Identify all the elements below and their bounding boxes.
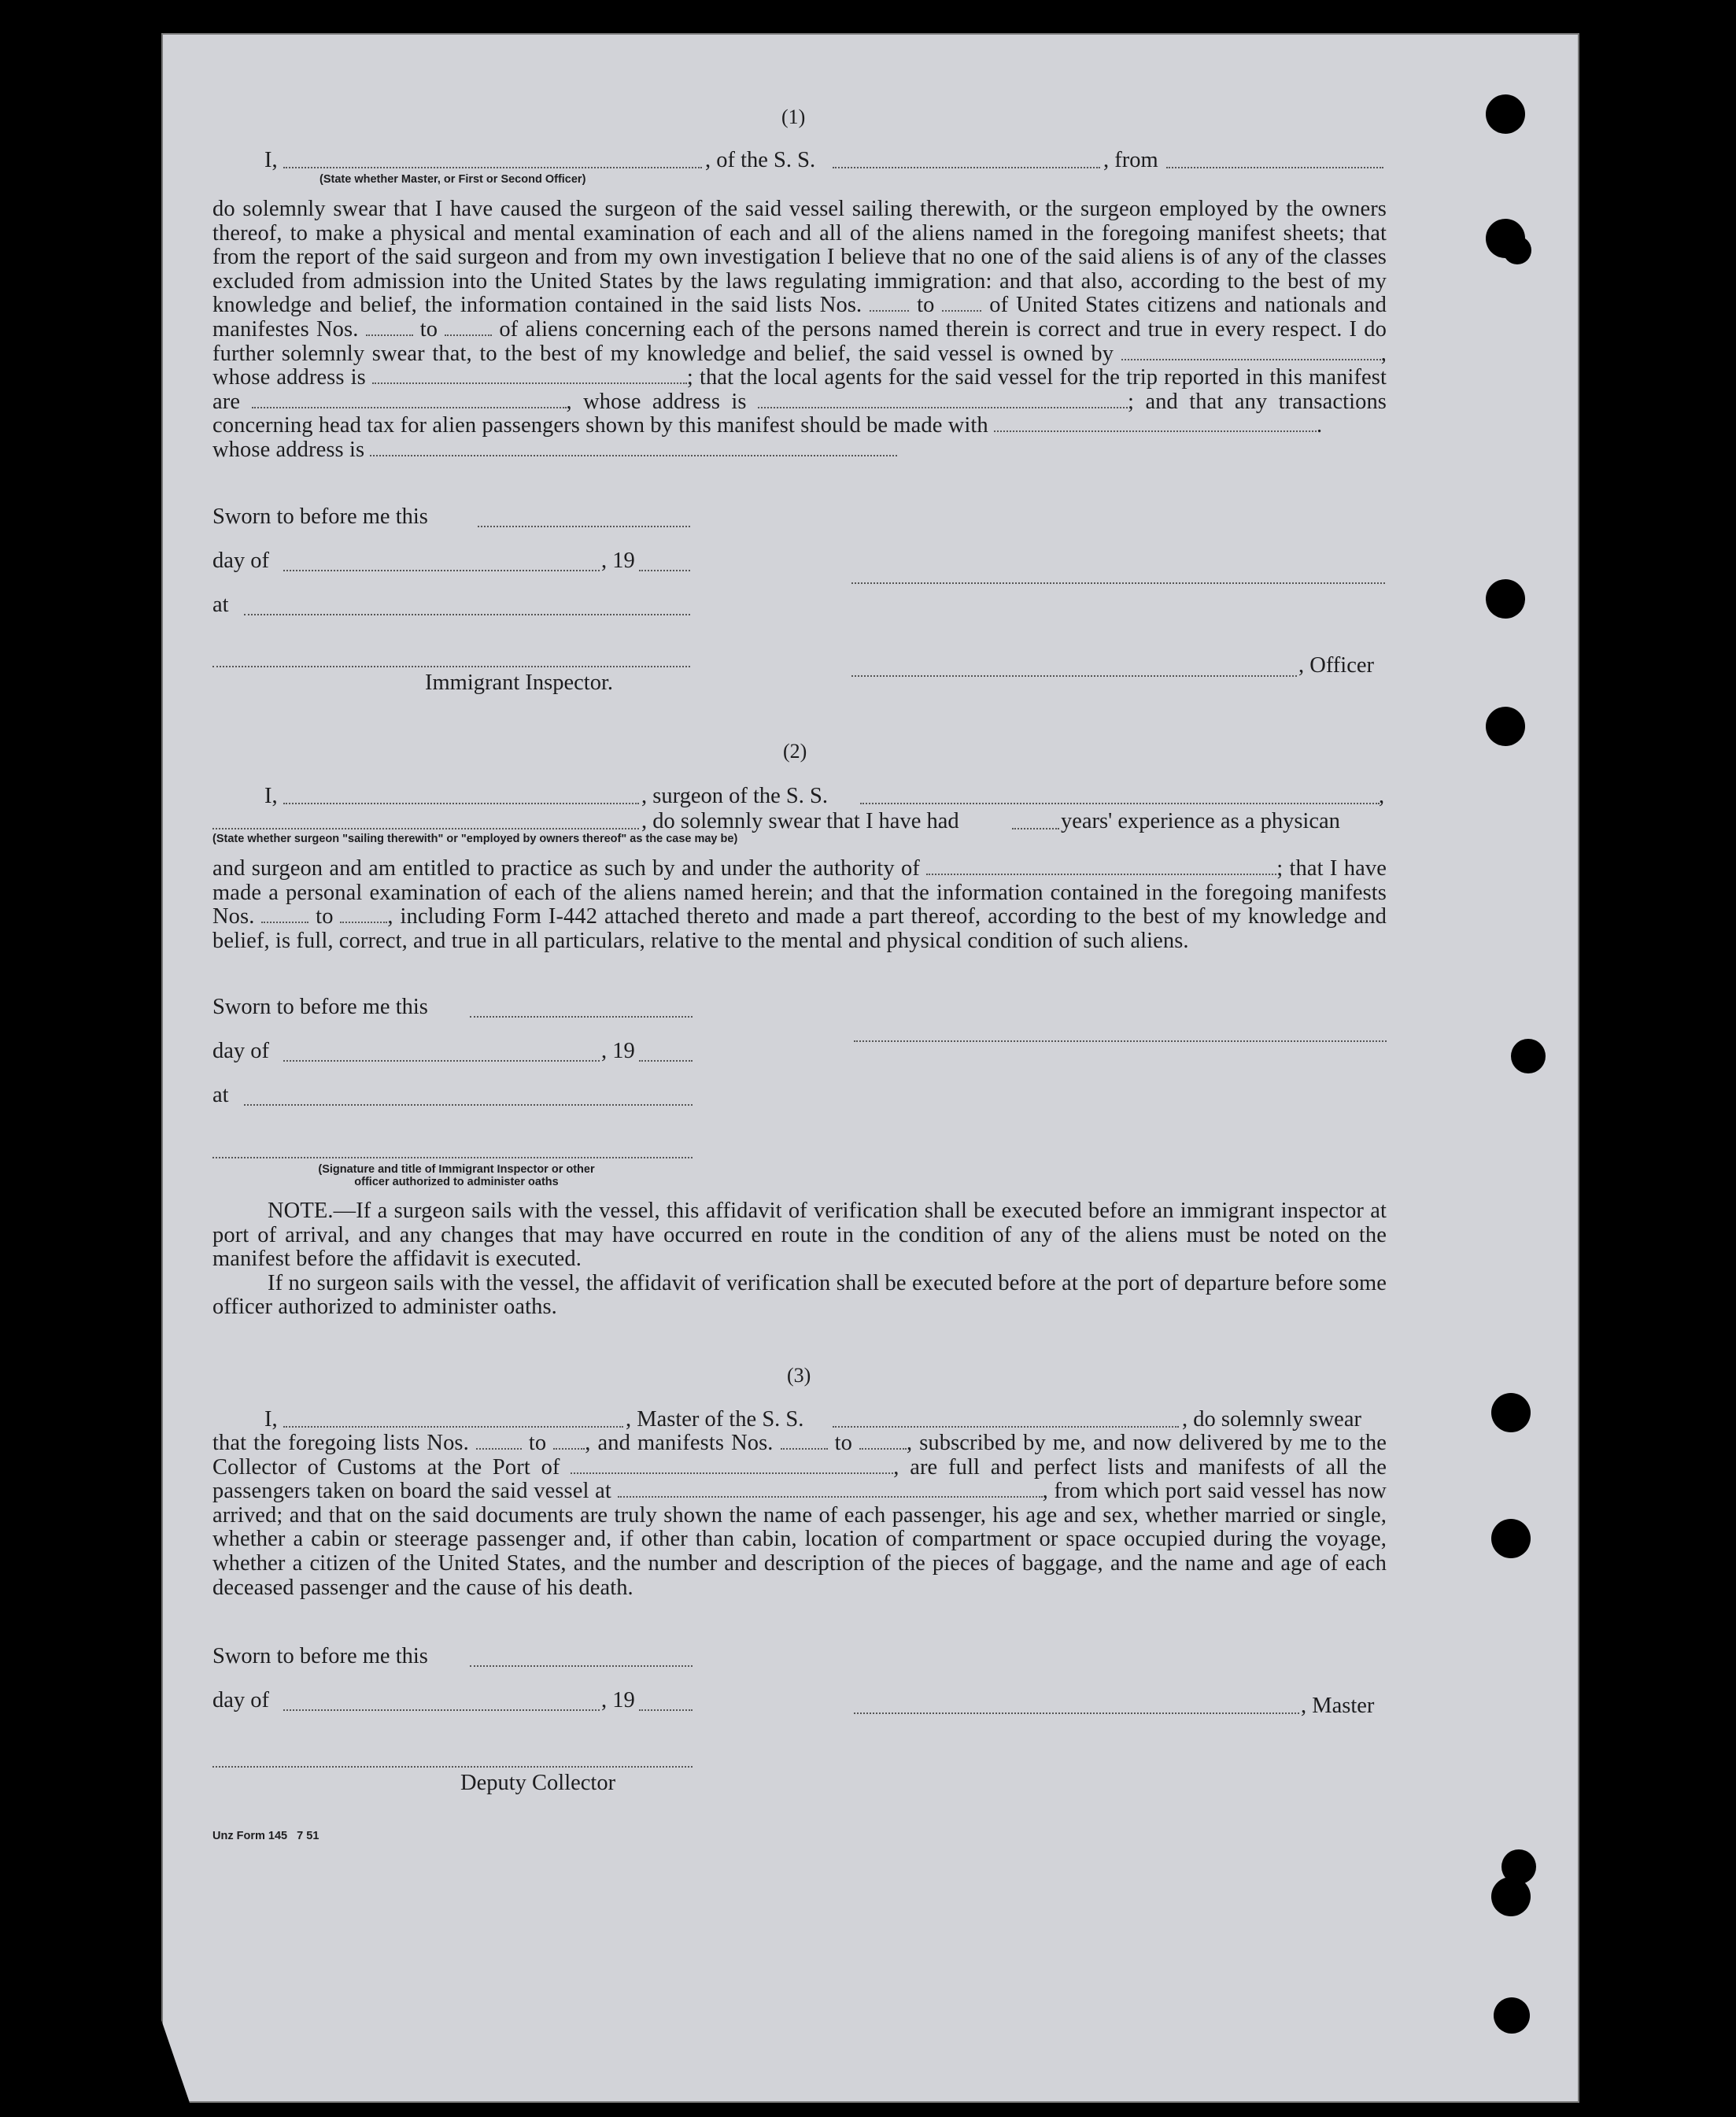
binder-hole — [1511, 1039, 1546, 1073]
master-text-2: , and manifests Nos. — [585, 1431, 774, 1455]
master-signature-blank — [854, 1712, 1299, 1714]
affidavit-text-5: ; that the local agents for the said vessel for the trip reported in this manifest are — [212, 365, 1387, 414]
day-of-label: day of — [212, 1039, 270, 1063]
collector-signature-blank — [212, 1766, 693, 1768]
affidavit-text-1: do solemnly swear that I have caused the surgeon of the said vessel sailing therewith, or the surgeon employed by the owners thereof, to make a physical and mental examination of each and all of the aliens named in the foregoing manifest sheets; that from the report of the said surgeon and from my own investigation I believe that no one of the said aliens is of any of the classes excluded from admission into the United States by the laws regulating immigration: and that also, according to the best of my knowledge and belief, the information contained in the said lists Nos. — [212, 197, 1387, 318]
to-word: to — [316, 904, 334, 929]
officer-rank-note: (State whether Master, or First or Second Officer) — [319, 173, 586, 186]
from-label: , from — [1103, 148, 1158, 172]
owner-blank — [1121, 343, 1381, 360]
head-tax-blank — [994, 415, 1317, 432]
comma: , — [1379, 784, 1385, 808]
inspector-signature-blank — [212, 666, 690, 667]
surgeon-vessel-blank — [860, 803, 1380, 804]
year-label: , 19 — [601, 1688, 635, 1712]
binder-hole — [1486, 579, 1525, 619]
sworn-label: Sworn to before me this — [212, 504, 428, 529]
manifests-to-blank — [445, 319, 492, 336]
manifests-to-blank — [340, 906, 387, 923]
section-1-number: (1) — [781, 105, 806, 128]
vessel-name-blank — [833, 167, 1100, 168]
of-ss-label: , of the S. S. — [705, 148, 816, 172]
section-1-affidavit: do solemnly swear that I have caused the surgeon of the said vessel sailing therewith, or the surgeon employed by the owners thereof, to make a physical and mental examination of each and all of the aliens named in the foregoing manifest sheets; that from the report of the said surgeon and from my own investigation I believe that no one of the said aliens is of any of the classes excluded from admission into the United States by the laws regulating immigration: and that also, according to the best of my knowledge and belief, the information contained in the said lists Nos. to of United States citizens and nationals and manifestes Nos. to of aliens concerning each of the persons named therein is correct and true in every respect. I do further solemnly swear that, to the best of my knowledge and belief, the said vessel is owned by , whose address is ; that the local agents for the said vessel for the trip reported in this manifest are , whose address is ; and that any transactions concerning head tax for alien passengers shown by this manifest should be made with . whose address is — [212, 197, 1387, 462]
at-blank — [244, 614, 690, 615]
binder-hole — [1494, 1997, 1530, 2034]
port-blank — [571, 1457, 893, 1474]
signature-note-line-1: (Signature and title of Immigrant Inspector or other — [318, 1163, 595, 1176]
surgeon-note — [212, 1199, 1387, 1320]
right-signature-blank — [851, 582, 1385, 584]
head-tax-address-blank — [370, 439, 897, 456]
sworn-label: Sworn to before me this — [212, 995, 428, 1019]
officer-name-blank — [283, 167, 702, 168]
form-id: Unz Form 145 7 51 — [212, 1830, 319, 1842]
day-of-blank — [283, 570, 600, 571]
lists-to-blank — [942, 294, 981, 312]
swear-label: , do solemnly swear that I have had — [641, 809, 959, 833]
surgeon-status-note: (State whether surgeon "sailing therewith" or "employed by owners thereof" as the case may be) — [212, 833, 738, 845]
note-paragraph-1: NOTE.—If a surgeon sails with the vessel, this affidavit of verification shall be executed before an immigrant inspector at port of arrival, and any changes that may have occurred en route in the condition of any of the aliens must be noted on the manifest before the affidavit is executed. — [212, 1199, 1387, 1272]
affidavit-text-3: of aliens concerning each of the persons named therein is correct and true in every respect. I do further solemnly swear that, to the best of my knowledge and belief, the said vessel is owned by — [212, 316, 1387, 366]
section-2-i: I, — [264, 784, 278, 808]
officer-signature-blank — [851, 675, 1297, 677]
sworn-blank — [470, 1665, 693, 1667]
manifests-from-blank — [366, 319, 413, 336]
to-word: to — [917, 293, 935, 318]
section-2-affidavit — [212, 857, 1387, 953]
signature-note-line-2: officer authorized to administer oaths — [354, 1176, 559, 1188]
years-blank — [1012, 828, 1059, 829]
surgeon-of-ss-label: , surgeon of the S. S. — [641, 784, 828, 808]
section-3-affidavit — [212, 1432, 1387, 1600]
manifests-from-blank — [261, 906, 308, 923]
swear-label: , do solemnly swear — [1182, 1407, 1361, 1432]
agents-address-blank — [758, 391, 1128, 408]
year-blank — [639, 1060, 693, 1062]
binder-hole — [1491, 1393, 1531, 1432]
year-blank — [639, 1709, 693, 1711]
day-of-blank — [283, 1060, 600, 1062]
at-label: at — [212, 1083, 229, 1107]
day-of-label: day of — [212, 549, 270, 573]
lists-to-blank — [553, 1432, 585, 1450]
section-3-i: I, — [264, 1407, 278, 1432]
binder-hole — [1486, 94, 1525, 134]
year-label: , 19 — [601, 549, 635, 573]
affidavit-text-6: , whose address is — [566, 389, 747, 414]
surgeon-text-1: and surgeon and am entitled to practice as such by and under the authority of — [212, 856, 920, 881]
sworn-label: Sworn to before me this — [212, 1644, 428, 1668]
years-label: years' experience as a physican — [1061, 809, 1340, 833]
affidavit-text-8: whose address is — [212, 437, 365, 462]
at-blank — [244, 1104, 693, 1106]
manifests-from-blank — [781, 1432, 828, 1450]
boarding-port-blank — [618, 1480, 1043, 1498]
year-blank — [639, 570, 690, 571]
to-word: to — [528, 1431, 547, 1455]
authority-blank — [926, 858, 1276, 875]
surgeon-text-3: , including Form I-442 attached thereto and made a part thereof, according to the best of my knowledge and belief, is full, correct, and true in all particulars, relative to the mental and physical condition of such aliens. — [212, 904, 1387, 953]
sworn-blank — [470, 1016, 693, 1018]
inspector-label: Immigrant Inspector. — [425, 671, 614, 695]
binder-hole — [1486, 707, 1525, 746]
signature-note — [275, 1163, 637, 1188]
owner-address-blank — [372, 367, 687, 384]
master-name-blank — [283, 1426, 623, 1428]
master-text-3: , subscribed by me, and now delivered by me to the Collector of Customs at the Port of — [212, 1431, 1387, 1480]
master-label: , Master — [1301, 1694, 1375, 1718]
master-text-1: that the foregoing lists Nos. — [212, 1431, 469, 1455]
from-port-blank — [1166, 167, 1383, 168]
binder-hole — [1503, 236, 1531, 264]
to-word: to — [834, 1431, 852, 1455]
section-3-number: (3) — [787, 1364, 811, 1387]
sworn-blank — [478, 526, 690, 527]
surgeon-status-blank — [212, 828, 639, 829]
year-label: , 19 — [601, 1039, 635, 1063]
affidavit-text-2: of United States citizens and nationals and manifestes Nos. — [212, 293, 1387, 342]
section-2-number: (2) — [783, 740, 807, 763]
master-text-5: , from which port said vessel has now arrived; and that on the said documents are truly shown the name of each passenger, his age and sex, whether married or single, whether a cabin or steerage passenger and, if other than cabin, location of compartment or space occupied during the voyage, whether a citizen of the United States, and the number and description of the pieces of baggage, and the name and age of each deceased passenger and the cause of his death. — [212, 1479, 1387, 1600]
master-of-ss-label: , Master of the S. S. — [626, 1407, 804, 1432]
binder-hole — [1491, 1877, 1531, 1916]
section-1-i: I, — [264, 148, 278, 172]
collector-label: Deputy Collector — [460, 1771, 616, 1795]
day-of-label: day of — [212, 1688, 270, 1712]
note-paragraph-2: If no surgeon sails with the vessel, the affidavit of verification shall be executed before at the port of departure before some officer authorized to administer oaths. — [212, 1270, 1387, 1320]
lists-from-blank — [870, 294, 909, 312]
inspector-signature-blank — [212, 1157, 693, 1158]
at-label: at — [212, 593, 229, 617]
surgeon-name-blank — [283, 803, 639, 804]
master-text-4: , are full and perfect lists and manifests of all the passengers taken on board the said vessel at — [212, 1454, 1387, 1504]
surgeon-text-2: ; that I have made a personal examination of each of the aliens named herein; and that the information contained in the foregoing manifests Nos. — [212, 856, 1387, 929]
to-word: to — [419, 316, 438, 342]
lists-from-blank — [476, 1432, 522, 1450]
affidavit-text-4: , whose address is — [212, 341, 1387, 390]
agents-blank — [252, 391, 567, 408]
binder-hole — [1491, 1519, 1531, 1558]
right-signature-blank — [854, 1040, 1387, 1042]
master-vessel-blank — [833, 1426, 1179, 1428]
manifests-to-blank — [859, 1432, 907, 1450]
day-of-blank — [283, 1709, 600, 1711]
affidavit-text-7: ; and that any transactions concerning head tax for alien passengers shown by this manifest should be made with — [212, 389, 1387, 438]
officer-label: , Officer — [1298, 653, 1375, 678]
